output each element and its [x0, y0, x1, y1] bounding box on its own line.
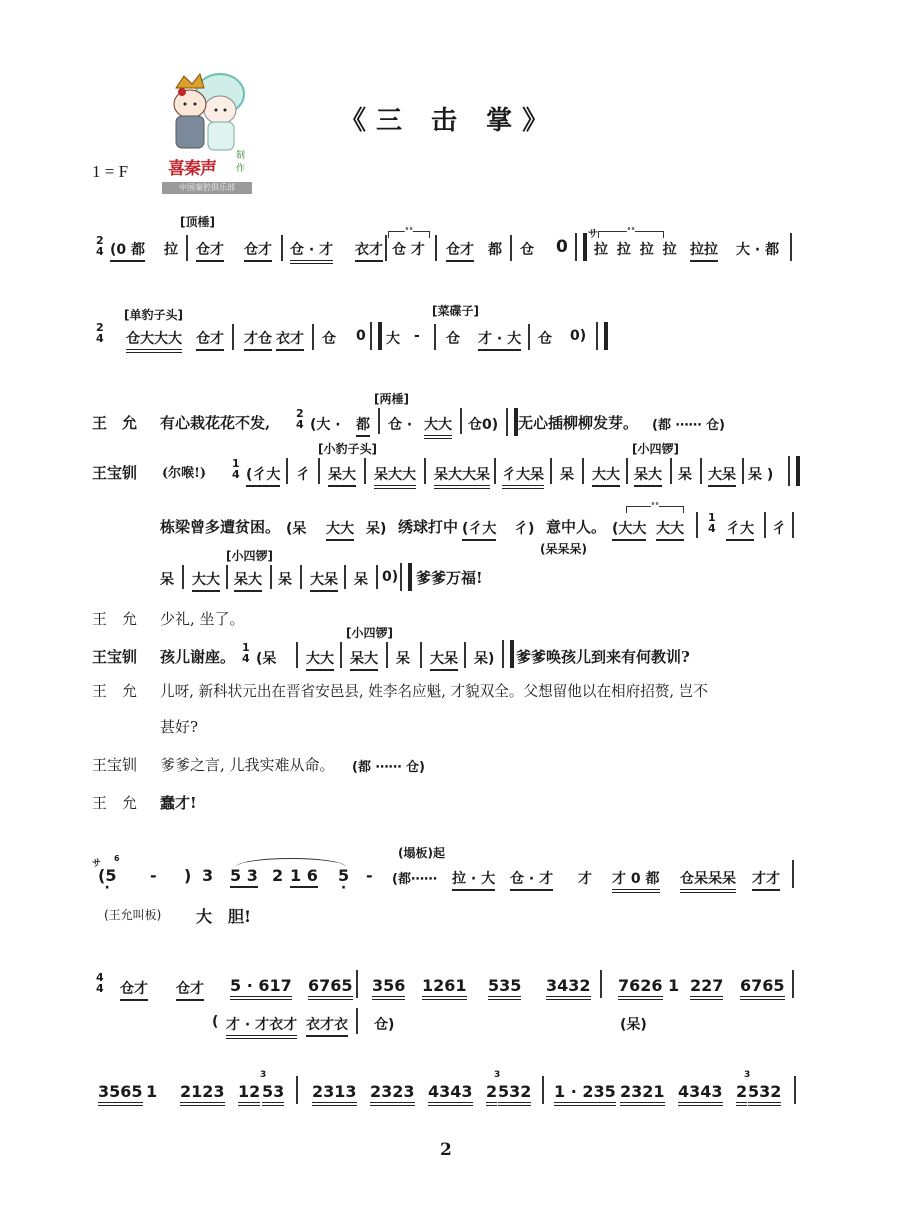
token: 2323	[370, 1082, 415, 1106]
token: 3565	[98, 1082, 143, 1106]
barline	[626, 458, 628, 484]
label-danbaozitou: [单豹子头]	[124, 308, 183, 322]
token: 彳	[772, 521, 786, 537]
barline	[420, 642, 422, 668]
barline	[700, 458, 702, 484]
token: 大呆	[708, 464, 736, 487]
token: 大大	[592, 464, 620, 487]
barline	[510, 235, 512, 261]
barline	[764, 512, 766, 538]
token: 彳)	[514, 521, 535, 537]
token: 2	[272, 866, 284, 885]
below-annotation: (呆呆呆)	[540, 542, 587, 556]
token: (彳大	[462, 518, 496, 541]
barline	[356, 970, 358, 998]
token: 都	[488, 242, 502, 258]
double-barline	[596, 322, 608, 350]
dialogue-line-3	[0, 392, 899, 442]
barline	[528, 324, 530, 350]
barline	[742, 458, 744, 484]
barline	[281, 235, 283, 261]
token: 呆	[396, 651, 410, 667]
notation-line-13	[0, 970, 899, 1033]
free-meter-mark: サ	[588, 229, 598, 240]
token: -	[150, 866, 157, 885]
barline	[424, 458, 426, 484]
token: 2123	[180, 1082, 225, 1106]
barline	[364, 458, 366, 484]
token: 呆	[678, 467, 692, 483]
barline	[312, 324, 314, 350]
dialogue-text: 爹爹唤孩儿到来有何教训?	[516, 648, 690, 666]
barline	[296, 1076, 298, 1104]
token: 2	[486, 1082, 497, 1106]
token: 0)	[570, 328, 587, 344]
double-barline	[506, 408, 518, 436]
token: 拉	[164, 242, 178, 258]
token: 仓才	[196, 328, 224, 351]
token: 12	[238, 1082, 260, 1106]
token: 532	[498, 1082, 531, 1106]
token: 2	[736, 1082, 747, 1106]
label-xiaosiluo: [小四锣]	[632, 442, 679, 456]
tremolo-bracket: ∘∘	[598, 231, 664, 238]
token: 535	[488, 976, 521, 1000]
percussion-tail: (都 ⋯⋯ 仓)	[652, 418, 725, 433]
barline	[542, 1076, 544, 1104]
token: (呆	[256, 651, 277, 667]
token: 仓0)	[468, 417, 499, 433]
double-barline	[370, 322, 382, 350]
speaker-name: 王宝钏	[92, 464, 138, 482]
token: 仓大大大	[126, 328, 182, 353]
time-signature: 1 4	[232, 457, 240, 481]
token: 仓才	[196, 239, 224, 262]
token: 1 6	[290, 866, 318, 888]
barline	[356, 1008, 358, 1034]
token: 1	[146, 1082, 158, 1101]
token: 大	[386, 331, 400, 347]
score-title: 《三 击 掌》	[340, 106, 559, 136]
token: 仓	[520, 242, 534, 258]
barline	[270, 565, 272, 589]
logo-made-by: 制作	[236, 151, 246, 174]
barline	[435, 235, 437, 261]
barline	[344, 565, 346, 589]
time-signature: 4 4	[96, 971, 104, 995]
barline	[794, 1076, 796, 1104]
token: (彳大	[246, 464, 280, 487]
barline	[232, 324, 234, 350]
token: 大 · 都	[736, 242, 780, 258]
token: 227	[690, 976, 723, 1000]
token: 拉拉	[690, 239, 718, 262]
token: -	[366, 866, 373, 885]
token: 彳大呆	[502, 464, 544, 489]
label-xiaobaozitou: [小豹子头]	[318, 442, 377, 456]
token: 仓才	[120, 978, 148, 1001]
barline	[340, 642, 342, 668]
dialogue-text: 栋梁曾多遭贫困。	[160, 518, 281, 536]
token: 2321	[620, 1082, 665, 1106]
token: 5 · 617	[230, 976, 292, 1000]
dialogue-text: 意中人。	[546, 518, 607, 536]
token: 呆 )	[748, 467, 774, 483]
time-signature: 1 4	[708, 511, 716, 535]
token: (呆	[286, 521, 307, 537]
token: 仓 ·	[388, 417, 413, 433]
percussion-tail: (都 ⋯⋯ 仓)	[352, 760, 425, 775]
token: 2313	[312, 1082, 357, 1106]
time-signature: 2 4	[96, 321, 104, 345]
barline	[434, 324, 436, 350]
barline	[376, 565, 378, 589]
dialogue-text: 爹爹万福!	[416, 569, 483, 587]
dialogue-text: 少礼, 坐了。	[160, 610, 245, 628]
token: 仓	[446, 331, 460, 347]
grace-note: 6	[114, 854, 120, 863]
token: 彳	[296, 467, 310, 483]
below-annotation: 才 · 才衣才	[226, 1014, 297, 1039]
token: 大大	[326, 518, 354, 541]
barline	[318, 458, 320, 484]
barline	[670, 458, 672, 484]
label-caidiezi: [菜碟子]	[432, 304, 479, 318]
token: 呆	[560, 467, 574, 483]
barline	[296, 642, 298, 668]
notation-line-1	[0, 215, 899, 265]
label-xiaosiluo: [小四锣]	[226, 549, 273, 563]
token: 大呆	[430, 648, 458, 671]
token: 仓 · 才	[290, 239, 333, 264]
token: 仓	[322, 331, 336, 347]
token: 356	[372, 976, 405, 1000]
token: 大呆	[310, 569, 338, 592]
token: 0	[356, 328, 366, 344]
token: 4343	[678, 1082, 723, 1106]
label-taban: (塌板)起	[398, 846, 445, 860]
dialogue-text: 儿呀, 新科状元出在晋省安邑县, 姓李名应魁, 才貌双全。父想留他以在相府招赘, 岂不	[160, 683, 708, 700]
below-annotation: (	[212, 1014, 219, 1030]
token-fermata: 5 ·	[338, 866, 349, 885]
token: -	[414, 328, 420, 344]
dialogue-text-continued: 甚好?	[160, 718, 199, 736]
barline	[378, 408, 380, 434]
grace-note: 3	[494, 1070, 501, 1080]
barline	[182, 565, 184, 589]
barline	[286, 458, 288, 484]
dialogue-text: 大 胆!	[196, 907, 252, 926]
token: 仓 · 才	[510, 868, 553, 891]
time-signature: 1 4	[242, 641, 250, 665]
notation-line-12	[0, 846, 899, 926]
barline	[550, 458, 552, 484]
token: 3	[202, 866, 214, 885]
logo-brand: 喜秦声	[168, 159, 216, 179]
double-barline	[400, 563, 412, 591]
token: 呆大	[634, 464, 662, 487]
token: 仓才	[446, 239, 474, 262]
dialogue-line-8	[0, 626, 899, 678]
barline	[300, 565, 302, 589]
token: 呆)	[366, 521, 387, 537]
logo	[162, 70, 252, 196]
token: 呆大大呆	[434, 464, 490, 489]
token: 都	[356, 414, 370, 437]
token: 4343	[428, 1082, 473, 1106]
barline	[792, 970, 794, 998]
barline	[385, 235, 387, 261]
dialogue-text: 有心栽花花不发,	[160, 414, 271, 432]
time-signature: 2 4	[96, 234, 104, 258]
token: 呆	[354, 572, 368, 588]
dialogue-text: 孩儿谢座。	[160, 648, 236, 666]
time-signature: 2 4	[296, 407, 304, 431]
barline	[790, 233, 792, 261]
notation-line-2	[0, 304, 899, 352]
double-barline	[788, 456, 800, 486]
below-annotation: (呆)	[620, 1017, 647, 1033]
token: 呆大	[328, 464, 356, 487]
below-annotation: 衣才衣	[306, 1014, 348, 1037]
token: 532	[748, 1082, 781, 1106]
barline	[186, 235, 188, 261]
page-number: 2	[440, 1140, 452, 1160]
token: (大大	[612, 518, 646, 541]
token: 大大	[424, 414, 452, 439]
barline	[600, 970, 602, 998]
grace-note: 3	[744, 1070, 751, 1080]
speaker-name: 王宝钏	[92, 756, 138, 774]
below-annotation: 仓)	[374, 1017, 395, 1033]
token: 拉 · 大	[452, 868, 495, 891]
token: 大大	[192, 569, 220, 592]
double-barline	[502, 640, 514, 668]
token: 衣才	[276, 328, 304, 351]
token: 衣才	[355, 239, 383, 262]
barline	[792, 860, 794, 888]
token: 呆	[278, 572, 292, 588]
barline	[582, 458, 584, 484]
token: (大 ·	[310, 417, 341, 433]
notation-line-14	[0, 1070, 899, 1114]
key-signature: 1 = F	[92, 162, 129, 181]
below-label: (王允叫板)	[104, 908, 162, 922]
token: 呆)	[474, 651, 495, 667]
token: 拉 拉 拉 拉	[594, 242, 679, 258]
tremolo-bracket: ∘∘	[626, 506, 684, 513]
token: (5 ·	[98, 866, 116, 885]
barline	[494, 458, 496, 484]
speaker-name: 王 允	[92, 414, 138, 432]
token: 53	[262, 1082, 284, 1106]
speaker-name: 王 允	[92, 794, 138, 812]
grace-note: 3	[260, 1070, 267, 1080]
token: 才仓	[244, 328, 272, 351]
token: 才 0 都	[612, 868, 660, 893]
token: 仓才	[244, 239, 272, 262]
dialogue-line-4	[0, 442, 899, 492]
dialogue-text: 蠢才!	[160, 794, 197, 812]
token: 仓	[538, 331, 552, 347]
dialogue-text: 绣球打中	[398, 518, 459, 536]
barline	[460, 408, 462, 434]
token: 仓才	[176, 978, 204, 1001]
tremolo-bracket: ∘∘	[388, 231, 430, 238]
token: (0 都	[110, 239, 145, 262]
token: 呆大大	[374, 464, 416, 489]
speaker-name: 王宝钏	[92, 648, 138, 666]
speaker-name: 王 允	[92, 682, 138, 700]
speaker-name: 王 允	[92, 610, 138, 628]
token: 大大	[306, 648, 334, 671]
dialogue-text: 爹爹之言, 儿我实难从命。	[160, 756, 335, 774]
token: 7626	[618, 976, 663, 1000]
token: 5 3	[230, 866, 258, 888]
logo-caption: 中国秦腔俱乐部	[162, 182, 252, 194]
token: 仓 才	[392, 242, 425, 258]
opera-characters-icon	[162, 70, 252, 154]
token: 才 · 大	[478, 328, 521, 351]
token: 0)	[382, 569, 399, 585]
token: (都⋯⋯	[392, 872, 437, 887]
token: 3432	[546, 976, 591, 1000]
double-barline	[575, 233, 587, 261]
token: 大大	[656, 518, 684, 541]
exclamation: (尔喉!)	[162, 466, 207, 481]
token: 呆	[160, 572, 174, 588]
token-fermata: 才	[578, 871, 592, 887]
barline	[386, 642, 388, 668]
barline	[696, 512, 698, 538]
barline	[464, 642, 466, 668]
label-liangchui: [两棰]	[374, 392, 409, 406]
token: )	[184, 866, 192, 885]
token: 彳大	[726, 518, 754, 541]
token: 6765	[308, 976, 353, 1000]
barline	[226, 565, 228, 589]
token: 0	[556, 237, 568, 257]
dialogue-text: 无心插柳柳发芽。	[518, 414, 639, 432]
token: 1 · 235	[554, 1082, 616, 1106]
label-dingchui: [顶棰]	[180, 215, 215, 229]
barline	[792, 512, 794, 538]
token: 6765	[740, 976, 785, 1000]
token: 1261	[422, 976, 467, 1000]
free-meter-mark: サ	[92, 859, 102, 869]
token: 才才	[752, 868, 780, 891]
token: 呆大	[234, 569, 262, 592]
token: 1	[668, 976, 680, 995]
token: 呆大	[350, 648, 378, 671]
token: 仓呆呆呆	[680, 868, 736, 893]
label-xiaosiluo: [小四锣]	[346, 626, 393, 640]
